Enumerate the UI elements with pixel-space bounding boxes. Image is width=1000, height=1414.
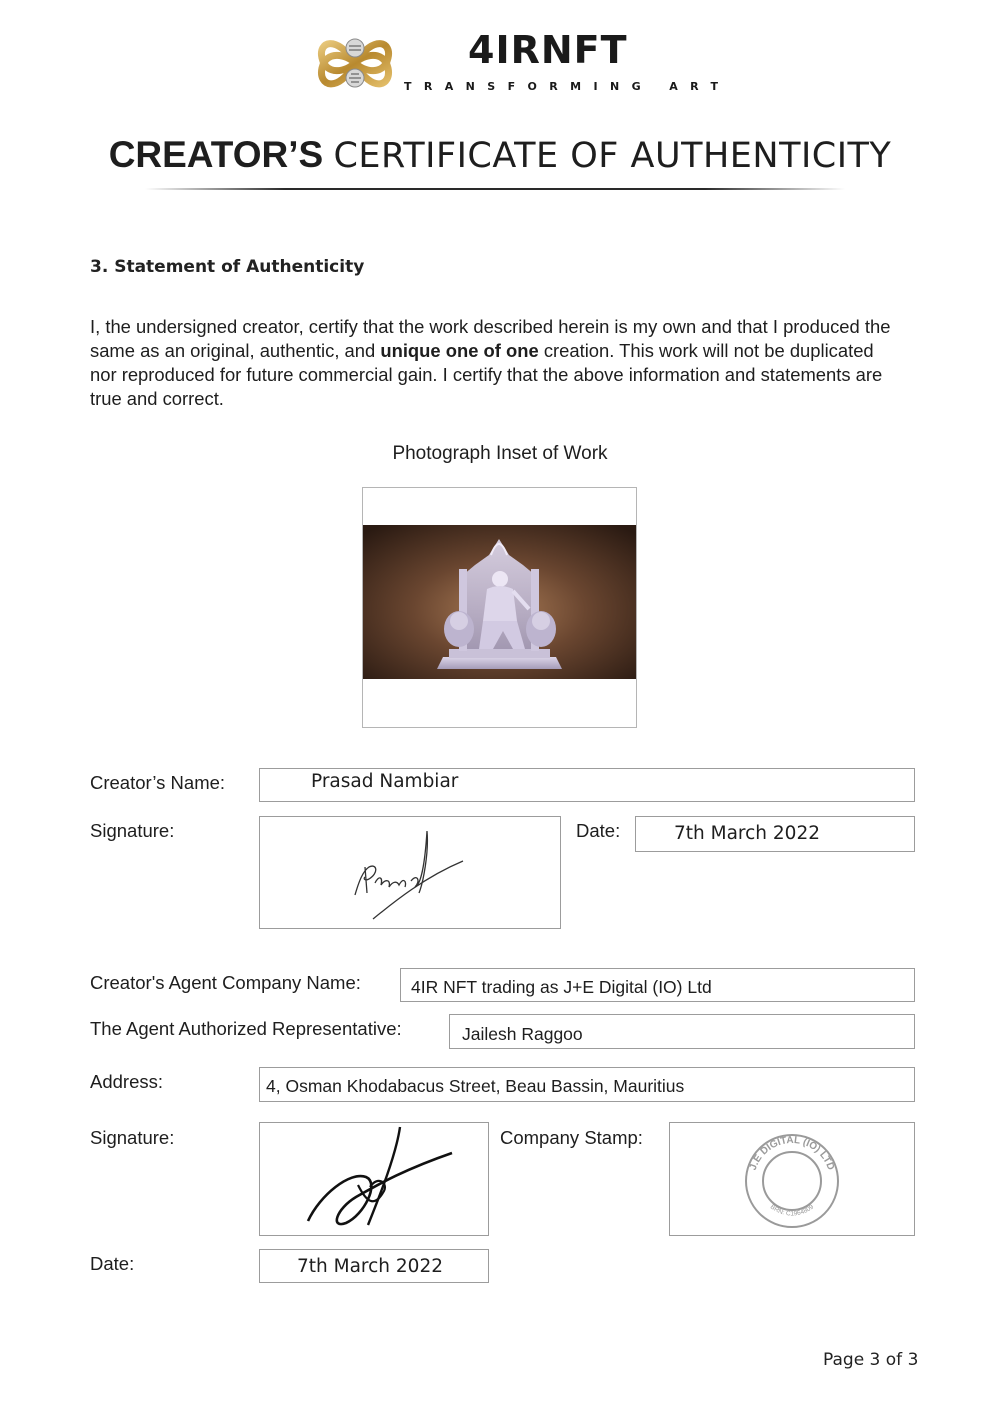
- agent-rep-field[interactable]: [449, 1014, 915, 1049]
- agent-company-field[interactable]: [400, 968, 915, 1002]
- authenticity-statement: [90, 315, 900, 411]
- agent-company-label: Creator's Agent Company Name:: [90, 972, 361, 993]
- brand-logo-icon: [316, 24, 394, 102]
- statue-illustration: [363, 525, 636, 679]
- statement-text-1: I, the undersigned creator, certify that the work described herein is my own and that I produced the same as an original, authentic, and: [90, 316, 891, 361]
- creator-signature-graphic: [345, 823, 465, 923]
- stamp-brn-text: BRN: C1964809: [768, 1203, 816, 1218]
- title-bold: CREATOR’S: [108, 134, 324, 175]
- inset-caption: Photograph Inset of Work: [392, 443, 608, 464]
- agent-signature-box[interactable]: [259, 1122, 489, 1236]
- brand-tagline: TRANSFORMING ART: [404, 80, 731, 93]
- agent-address-value: 4, Osman Khodabacus Street, Beau Bassin, Mauritius: [266, 1076, 685, 1096]
- creator-signature-label: Signature:: [90, 820, 175, 841]
- creator-signature-box[interactable]: [259, 816, 561, 929]
- creator-name-field[interactable]: [259, 768, 915, 802]
- brand-name: 4IRNFT: [468, 28, 628, 72]
- agent-date-field[interactable]: [259, 1249, 489, 1283]
- agent-signature-label: Signature:: [90, 1127, 175, 1148]
- agent-signature-graphic: [300, 1125, 460, 1233]
- stamp-company-text: J.E DIGITAL (IO) LTD: [747, 1134, 837, 1172]
- certificate-title: [0, 134, 1000, 176]
- agent-rep-label: The Agent Authorized Representative:: [90, 1018, 402, 1039]
- company-stamp-label: Company Stamp:: [500, 1127, 643, 1148]
- creator-date-label: Date:: [576, 820, 621, 841]
- page-number: Page 3 of 3: [823, 1350, 919, 1370]
- artwork-photo: [363, 525, 636, 679]
- svg-text:J.E DIGITAL (IO) LTD: [748, 1135, 836, 1172]
- agent-company-value: 4IR NFT trading as J+E Digital (IO) Ltd: [411, 977, 712, 997]
- title-rest: CERTIFICATE OF AUTHENTICITY: [333, 136, 892, 176]
- title-divider: [145, 188, 845, 190]
- creator-date-value: 7th March 2022: [674, 823, 820, 844]
- statement-text-2: creation. This work will not be duplicated nor reproduced for future commercial gain. I certify that the above information and statements are true and correct.: [90, 340, 883, 409]
- section-heading: 3. Statement of Authenticity: [90, 257, 365, 277]
- company-stamp-box[interactable]: [669, 1122, 915, 1236]
- agent-date-label: Date:: [90, 1253, 135, 1274]
- agent-date-value: 7th March 2022: [297, 1256, 443, 1277]
- agent-rep-value: Jailesh Raggoo: [462, 1024, 583, 1044]
- company-stamp-seal: [742, 1131, 842, 1231]
- creator-date-field[interactable]: [635, 816, 915, 852]
- statement-text-bold: unique one of one: [380, 340, 539, 361]
- agent-address-field[interactable]: [259, 1067, 915, 1102]
- creator-name-label: Creator’s Name:: [90, 772, 226, 793]
- creator-name-value: Prasad Nambiar: [311, 771, 459, 792]
- agent-address-label: Address:: [90, 1071, 164, 1092]
